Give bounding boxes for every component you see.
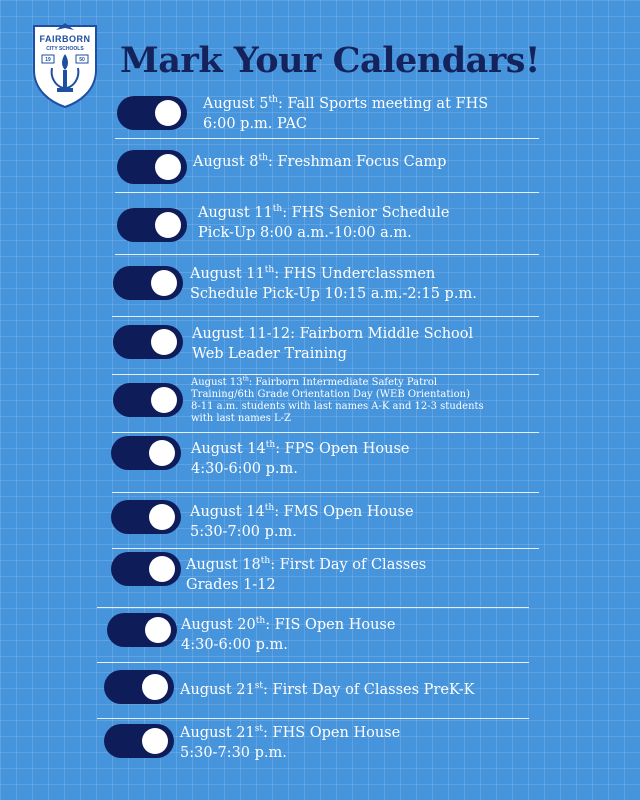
toggle-switch[interactable] [117, 96, 187, 130]
fairborn-logo [30, 20, 100, 108]
toggle-knob [149, 556, 175, 582]
divider [112, 492, 539, 493]
page-title: Mark Your Calendars! [120, 40, 540, 81]
toggle-knob [142, 728, 168, 754]
toggle-knob [155, 100, 181, 126]
toggle-switch[interactable] [111, 552, 181, 586]
event-text: August 21st: First Day of Classes PreK-K [180, 681, 475, 698]
event-text: August 11-12: Fairborn Middle School Web Leader Training [192, 326, 474, 362]
toggle-switch[interactable] [111, 500, 181, 534]
logo-year-right: 50 [79, 57, 85, 63]
toggle-knob [142, 674, 168, 700]
toggle-switch[interactable] [117, 150, 187, 184]
toggle-knob [149, 440, 175, 466]
toggle-switch[interactable] [113, 325, 183, 359]
divider [115, 192, 539, 193]
divider [97, 607, 529, 608]
logo-year-left: 19 [45, 57, 51, 63]
toggle-switch[interactable] [107, 613, 177, 647]
divider [112, 374, 539, 375]
event-text: August 21st: FHS Open House 5:30-7:30 p.m. [180, 724, 401, 761]
divider [115, 254, 539, 255]
divider [112, 432, 539, 433]
event-text: August 13th: Fairborn Intermediate Safety Patrol Training/6th Grade Orientation Day (WEB Orientation) 8-11 a.m. students with last names A-K and 12-3 students with last names L-Z [191, 375, 484, 424]
toggle-switch[interactable] [104, 724, 174, 758]
divider [115, 138, 539, 139]
toggle-knob [145, 617, 171, 643]
toggle-knob [155, 212, 181, 238]
event-text: August 8th: Freshman Focus Camp [193, 153, 447, 170]
toggle-switch[interactable] [113, 266, 183, 300]
toggle-knob [149, 504, 175, 530]
shield-logo-icon [30, 20, 100, 108]
event-text: August 5th: Fall Sports meeting at FHS 6:00 p.m. PAC [203, 95, 489, 132]
divider [97, 718, 529, 719]
logo-name: FAIRBORN [39, 34, 91, 44]
divider [112, 316, 539, 317]
toggle-knob [151, 387, 177, 413]
divider [112, 548, 539, 549]
divider [97, 662, 529, 663]
toggle-knob [151, 329, 177, 355]
event-text: August 18th: First Day of Classes Grades 1-12 [186, 556, 427, 593]
toggle-switch[interactable] [117, 208, 187, 242]
logo-subtitle: CITY SCHOOLS [46, 46, 84, 52]
event-text: August 14th: FPS Open House 4:30-6:00 p.m. [191, 440, 410, 477]
event-text: August 14th: FMS Open House 5:30-7:00 p.m. [190, 503, 414, 540]
toggle-knob [155, 154, 181, 180]
event-text: August 11th: FHS Senior Schedule Pick-Up 8:00 a.m.-10:00 a.m. [198, 204, 450, 241]
toggle-switch[interactable] [113, 383, 183, 417]
toggle-knob [151, 270, 177, 296]
toggle-switch[interactable] [104, 670, 174, 704]
event-text: August 20th: FIS Open House 4:30-6:00 p.m. [181, 616, 396, 653]
event-text: August 11th: FHS Underclassmen Schedule Pick-Up 10:15 a.m.-2:15 p.m. [190, 265, 477, 302]
toggle-switch[interactable] [111, 436, 181, 470]
